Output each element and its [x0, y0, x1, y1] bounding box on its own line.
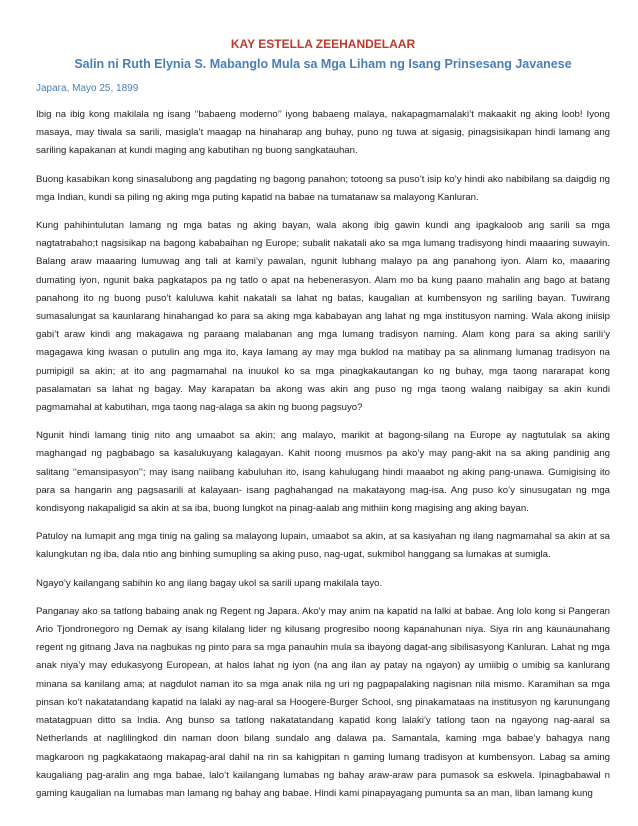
paragraph: Ngunit hindi lamang tinig nito ang umaabot sa akin; ang malayo, marikit at bagong-silang na Europe ay nagtutulak sa aking maghangad ng pagbabago sa kasalukuyang kalagayan. Kahit noong musmos pa ako’y may pang-akit na sa aking pandinig ang salitang ‘‘emansipasyon’’; may isang naiibang kabuluhan ito, isang kahulugang hindi maaabot ng aking pang-unawa. Gumigising ito para sa hangarin ang pagsasarili at kalayaan- isang paghahangad na makatayong mag-isa. Ang puso ko’y sinusugatan ng mga kondisyong nakapaligid sa akin at sa iba, buong lungkot na pinag-aalab ang mithiin kong magising ang aking bayan.: [36, 430, 610, 515]
paragraph: Buong kasabikan kong sinasalubong ang pagdating ng bagong panahon; totoong sa puso’t isip ko’y hindi ako nabibilang sa daigdig ng mga Indian, kundi sa piling ng aking mga puting kapatid na babae na tumatanaw sa malayong Kanluran.: [36, 173, 610, 203]
paragraph: Ibig na ibig kong makilala ng isang ‘‘babaeng moderno’’ iyong babaeng malaya, nakapagmamalaki’t makaakit ng aking loob! Iyong masaya, may tiwala sa sarili, masigla’t maagap na hinaharap ang buhay, puno ng tuwa at sigasig, pinagsisikapan hindi lamang ang sariling kapakanan at kundi maging ang kabutihan ng buong sangkatauhan.: [36, 109, 610, 157]
document-subtitle: Salin ni Ruth Elynia S. Mabanglo Mula sa Mga Liham ng Isang Prinsesang Javanese: [74, 57, 572, 71]
paragraph: Ngayo’y kailangang sabihin ko ang ilang bagay ukol sa sarili upang makilala tayo.: [36, 577, 383, 589]
letter-body: [36, 106, 610, 803]
document-title: KAY ESTELLA ZEEHANDELAAR: [230, 37, 416, 51]
paragraph: Panganay ako sa tatlong babaing anak ng Regent ng Japara. Ako’y may anim na kapatid na lalki at babae. Ang lolo kong si Pangeran Ario Tjondronegoro ng Demak ay isang kilalang lider ng kilusang progresibo noong kapanahunan niya. Siya rin ang kaunaunahang regent ng gitnang Java na nagbukas ng pinto para sa mga panauhin mula sa ibayong dagat-ang sibilisasyong Kanluran. Lahat ng mga anak niya’y may edukasyong European, at halos lahat ng iyon (na ang ilan ay patay na ngayon) ay umiibig o umibig sa kanlurang minana sa kanilang ama; at nagdulot naman ito sa mga anak nila ng uri ng pagpapalaking nagisnan nila mismo. Karamihan sa mga pinsan ko’t nakatatandang kapatid na lalaki ay nag-aral sa Hoogere-Burger School, sng pinakamataas na institusyon ng karunungang matatagpuan ditto sa India. Ang bunso sa tatlong nakatatandang kapatid kong lalaki’y tatlong taon na ngayong nag-aaral sa Netherlands at naglilingkod din naman doon bilang sundalo ang dalawa pa. Samantala, kaming mga babae’y bahagya nang magkaroon ng pagkakataong makapag-aral dahil na rin sa kahigpitan n gaming lumang tradisyon at kumbensyon. Labag sa aming kaugaliang pag-aralin ang mga babae, lalo’t kailangang lumabas ng bahay araw-araw para pumasok sa eskwela. Ipinagbabawal n gaming kaugalian na lumabas man lamang ng bahay ang babae. Hindi kami pinapayagang pumunta sa an man, liban lamang kung: [36, 605, 610, 799]
paragraph: Patuloy na lumapit ang mga tinig na galing sa malayong lupain, umaabot sa akin, at sa kasiyahan ng ilang nagmamahal sa akin at sa kalungkutan ng iba, dala ntio ang binhing sumupling sa aking puso, nag-ugat, sukmibol hanggang sa lumakas at sumigla.: [36, 531, 610, 561]
letter-date: Japara, Mayo 25, 1899: [36, 83, 139, 94]
paragraph: Kung pahihintulutan lamang ng mga batas ng aking bayan, wala akong ibig gawin kundi ang ipagkaloob ang sarili sa mga nagtatrabaho;t nagsisikap na bagong kababaihan ng Europe; subalit nakatali ako sa mga lumang tradisyong hindi maaaring suwayin. Balang araw maaaring lumuwag ang tali at kami’y pawalan, ngunit lubhang malayo pa ang panahong iyon. Alam ko, maaaring dumating iyon, ngunit baka pagkatapos pa ng tatlo o apat na hebenerasyon. Alam mo ba kung paano mahalin ang bago at batang panahong ito ng buong puso’t kaluluwa kahit nakatali sa lahat ng batas, kaugalian at kumbensyon ng sariling bayan. Tuwirang sumasalungat sa kaunlarang hinahangad ko para sa aking mga kababayan ang lahat ng mga institusyon naming. Wala akong iniisip gabi’t araw kindi ang makagawa ng paraang malabanan ang mga lumang tradisyon naming. Alam kong para sa aking sarili’y magagawa king iwasan o putulin ang mga ito, kaya lamang ay may mga buklod na matibay pa sa alinmang lumanag tradisyon na pumipigil sa akin; at ito ang pagmamahal na inuukol ko sa mga pinagkakautangan ko ng buhay, mga taong nararapat kong pasalamatan sa lahat ng bagay. May karapatan ba akong was akin ang puso ng mga taong walang naibigay sa akin kundi pagmamahal at kabutihan, mga taong nag-alaga sa akin ng buong pagsuyo?: [36, 220, 610, 414]
